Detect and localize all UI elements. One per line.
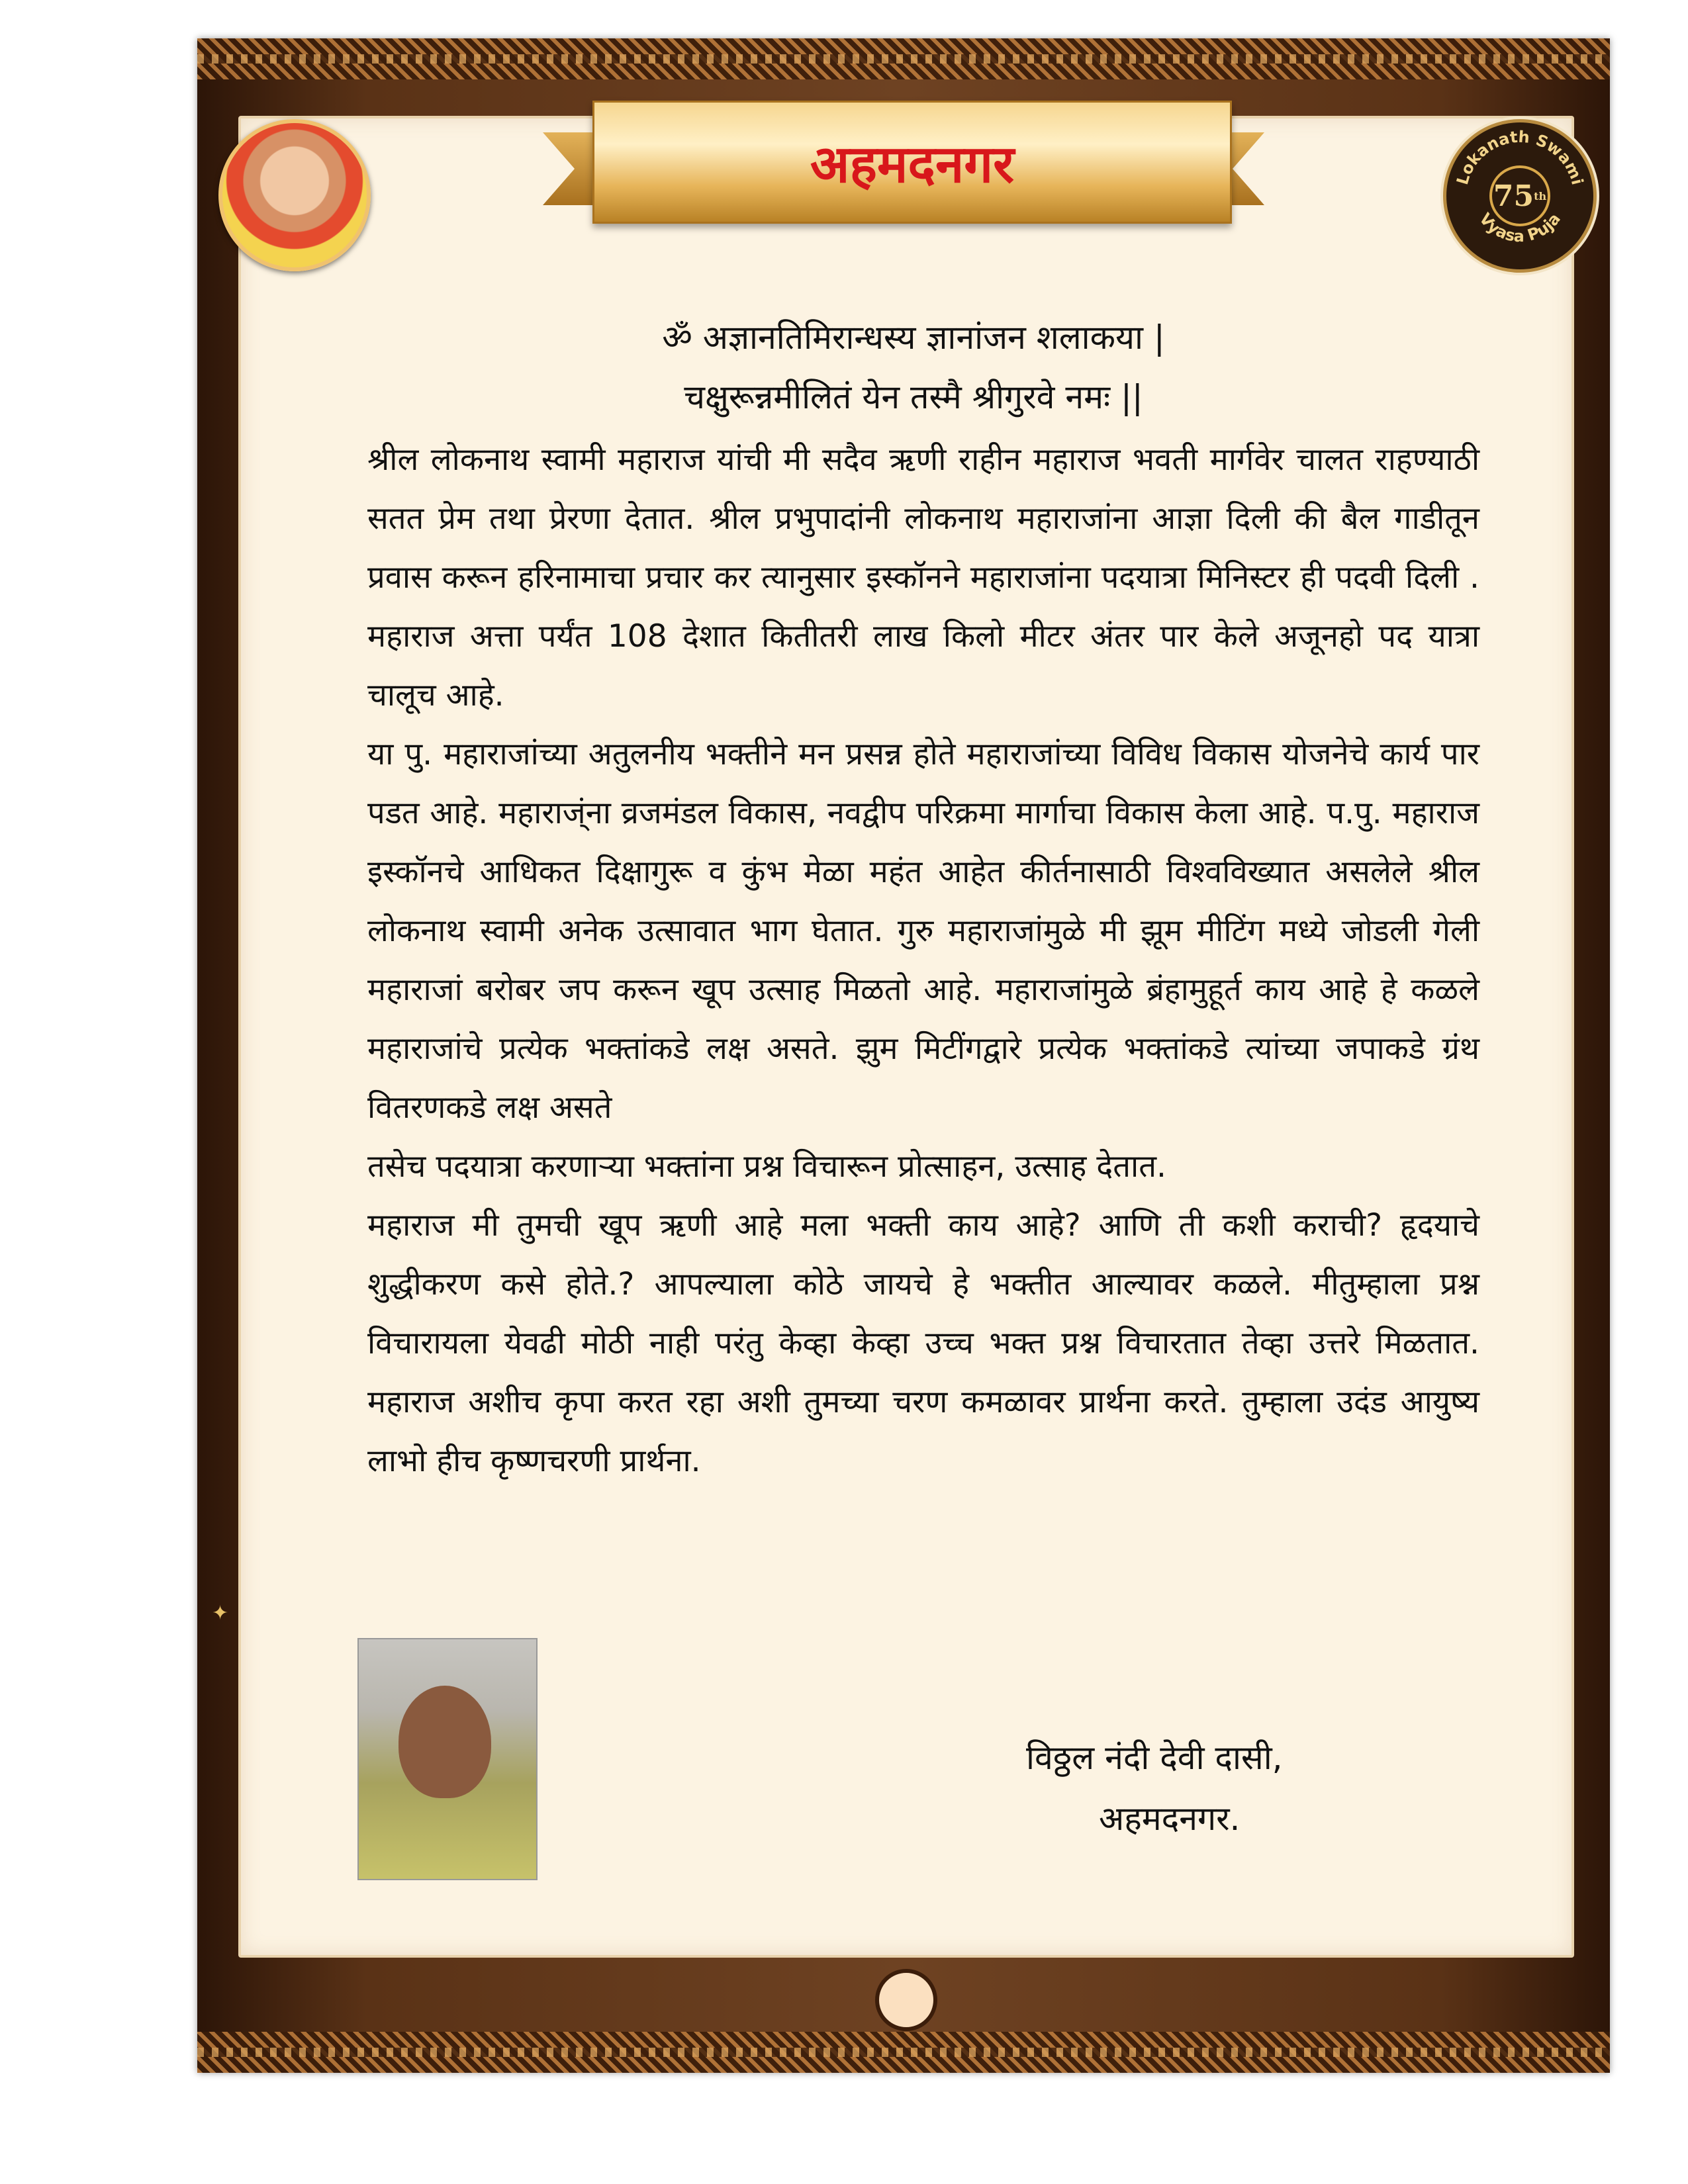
bottom-border-pattern: [197, 2032, 1610, 2073]
badge-number-suffix: th: [1534, 189, 1547, 203]
signature-place: अहमदनगर.: [1099, 1799, 1241, 1838]
title-ribbon: [592, 101, 1232, 224]
badge-line2: Vyasa Puja: [1476, 209, 1564, 246]
signature-block: [1026, 1727, 1489, 1849]
verse-line-1: ॐ अज्ञानतिमिरान्धस्य ज्ञानांजन शलाकया |: [662, 318, 1165, 357]
paragraph-4: महाराज मी तुमची खूप ऋणी आहे मला भक्ती काय आहे? आणि ती कशी कराची? हृदयाचे शुद्धीकरण कसे होते.? आपल्याला कोठे जायचे हे भक्तीत आल्यावर कळले. मीतुम्हाला प्रश्न विचारायला येवढी मोठी नाही परंतु केव्हा केव्हा उच्च भक्त प्रश्न विचारतात तेव्हा उत्तरे मिळतात. महाराज अशीच कृपा करत रहा अशी तुमच्या चरण कमळावर प्रार्थना करते. तुम्हाला उदंड आयुष्य लाभो हीच कृष्णचरणी प्रार्थना.: [367, 1207, 1479, 1479]
verse-line-2: चक्षुरून्नमीलितं येन तस्मै श्रीगुरवे नमः ||: [684, 378, 1143, 416]
paragraph-2: या पु. महाराजांच्या अतुलनीय भक्तीने मन प्रसन्न होते महाराजांच्या विविध विकास योजनेचे कार्य पार पडत आहे. महाराज्ंना व्रजमंडल विकास, नवद्वीप परिक्रमा मार्गाचा विकास केला आहे. प.पु. महाराज इस्कॉनचे आधिकत दिक्षागुरू व कुंभ मेळा महंत आहेत कीर्तनासाठी विश्वविख्यात असलेले श्रील लोकनाथ स्वामी अनेक उत्सावात भाग घेतात. गुरु महाराजांमुळे मी झूम मीटिंग मध्ये जोडली गेली महाराजां बरोबर जप करून खूप उत्साह मिळतो आहे. महाराजांमुळे ब्रंहामुहूर्त काय आहे हे कळले महाराजांचे प्रत्येक भक्तांकडे लक्ष असते. झुम मिटींगद्वारे प्रत्येक भक्तांकडे त्यांच्या जपाकडे ग्रंथ वितरणकडे लक्ष असते: [367, 736, 1479, 1126]
devotee-photo: [357, 1638, 538, 1880]
top-border-pattern: [197, 38, 1610, 79]
vyasa-puja-badge: [1443, 119, 1597, 273]
sparkle-decoration: ✦: [212, 1602, 229, 1625]
paragraph-3: तसेच पदयात्रा करणाऱ्या भक्तांना प्रश्न विचारून प्रोत्साहन, उत्साह देतात.: [367, 1148, 1166, 1185]
signature-name: विठ्ठल नंदी देवी दासी,: [1026, 1739, 1283, 1777]
badge-line1: Lokanath Swami: [1452, 127, 1587, 187]
guru-portrait: [218, 119, 371, 271]
paragraph-1: श्रील लोकनाथ स्वामी महाराज यांची मी सदैव ऋणी राहीन महाराज भवती मार्गवेर चालत राहण्याठी सतत प्रेम तथा प्रेरणा देतात. श्रील प्रभुपादांनी लोकनाथ महाराजांना आज्ञा दिली की बैल गाडीतून प्रवास करून हरिनामाचा प्रचार कर त्यानुसार इस्कॉनने महाराजांना पदयात्रा मिनिस्टर ही पदवी दिली . महाराज अत्ता पर्यंत 108 देशात कितीतरी लाख किलो मीटर अंतर पार केले अजूनहो पद यात्रा चालूच आहे.: [367, 441, 1479, 713]
page-title: अहमदनगर: [810, 135, 1015, 195]
devotee-face: [399, 1686, 491, 1798]
badge-number-text: 75: [1493, 179, 1534, 213]
letter-body: [367, 430, 1479, 1490]
badge-number: [1489, 165, 1550, 226]
bottom-ornament: [875, 1969, 937, 2031]
